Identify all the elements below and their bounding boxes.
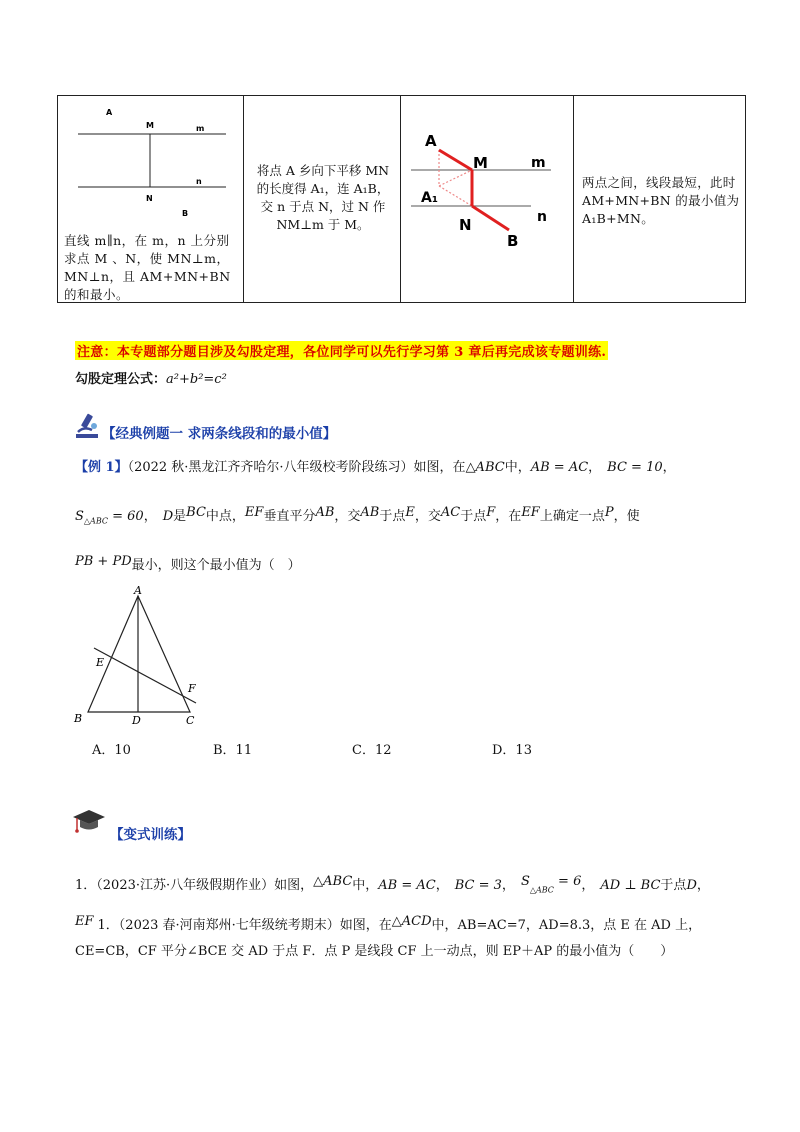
example1-text: ，交 xyxy=(414,509,441,524)
segment-ac: AC xyxy=(440,505,461,520)
example1-line2 xyxy=(75,504,640,531)
microscope-icon xyxy=(72,412,102,440)
line-ef xyxy=(94,648,196,703)
label-a: A xyxy=(106,108,113,117)
conclusion-text: 两点之间，线段最短，此时 AM+MN+BN 的最小值为 A₁B+MN。 xyxy=(582,175,740,226)
area-subscript: △ABC xyxy=(529,885,554,895)
segment-am xyxy=(439,150,472,170)
point-e: E xyxy=(405,505,415,520)
separator: ， xyxy=(435,878,449,893)
parallel-lines-figure xyxy=(58,96,244,226)
triangle-abc: △ABC xyxy=(313,874,353,889)
label-m-point: M xyxy=(146,121,154,130)
dash-a1-n xyxy=(439,186,472,206)
example1-text: 上确定一点 xyxy=(539,509,605,524)
separator: ， xyxy=(662,460,676,475)
label-m-line: m xyxy=(531,155,546,171)
question-text: （2023 春·河南郑州·七年级统考期末）如图，在 xyxy=(118,918,392,933)
separator: ， xyxy=(588,460,602,475)
label-n-line: n xyxy=(537,209,547,225)
example1-text: ， xyxy=(143,509,157,524)
table-cell-conclusion xyxy=(574,96,746,303)
section-title-example: 【经典例题一 求两条线段和的最小值】 xyxy=(102,426,337,442)
area-value: = 60 xyxy=(107,509,144,524)
area-value: = 6 xyxy=(553,874,582,889)
graduation-cap-icon xyxy=(72,806,106,836)
problem-text: 直线 m∥n，在 m，n 上分别求点 M 、N，使 MN⊥m，MN⊥n，且 AM+MN+BN 的和最小。 xyxy=(64,233,231,302)
question-number: 1． xyxy=(97,918,119,933)
option-a[interactable]: A．10 xyxy=(92,743,131,758)
segment-ab: AB xyxy=(315,505,335,520)
area-symbol: S xyxy=(75,509,84,524)
separator: ， xyxy=(501,878,515,893)
question-number: 1． xyxy=(75,878,97,893)
label-n-point: N xyxy=(146,194,153,203)
triangle-figure xyxy=(70,584,210,730)
label-n-line: n xyxy=(196,177,202,186)
example1-line3 xyxy=(75,553,301,575)
triangle-abc: △ABC xyxy=(465,460,505,475)
option-c[interactable]: C．12 xyxy=(352,743,392,758)
label-e: E xyxy=(96,656,105,669)
segment-ef: EF xyxy=(75,914,94,929)
chapter-note: 注意：本专题部分题目涉及勾股定理，各位同学可以先行学习第 3 章后再完成该专题训练. xyxy=(75,341,608,360)
example1-text: 垂直平分 xyxy=(263,509,316,524)
method-table xyxy=(57,95,746,303)
question-text: 于点 xyxy=(660,878,687,893)
table-cell-problem xyxy=(58,96,244,303)
construction-text: 将点 A 乡向下平移 MN 的长度得 A₁，连 A₁B，交 n 于点 N，过 N 作 NM⊥m 于 M。 xyxy=(256,163,390,232)
label-a: A xyxy=(134,584,142,597)
pythagoras-expression: a²+b²=c² xyxy=(166,372,227,387)
label-m-line: m xyxy=(196,124,205,133)
separator: ， xyxy=(696,878,710,893)
segment-ab: AB xyxy=(360,505,380,520)
label-b: B xyxy=(507,232,519,250)
example1-text: 中， xyxy=(504,460,531,475)
question-text: 中，AB=AC=7，AD=8.3，点 E 在 AD 上， xyxy=(431,918,702,933)
point-d: D xyxy=(162,509,174,524)
table-cell-construction xyxy=(244,96,401,303)
point-f: F xyxy=(486,505,496,520)
section-title-practice: 【变式训练】 xyxy=(110,827,191,843)
separator: ， xyxy=(581,878,595,893)
segment-ef: EF xyxy=(244,505,264,520)
example1-text: ，在 xyxy=(495,509,522,524)
question2-line2: CE=CB，CF 平分∠BCE 交 AD 于点 F．点 P 是线段 CF 上一动点，则 EP＋AP 的最小值为（ ） xyxy=(75,944,674,959)
pythagoras-label: 勾股定理公式： xyxy=(75,372,167,387)
eq-bc: BC = 3 xyxy=(454,878,502,893)
example-tag: 【例 1】 xyxy=(75,460,128,475)
example1-text: 中点， xyxy=(205,509,245,524)
expr-pb-pd: PB + PD xyxy=(75,554,132,569)
label-a1: A₁ xyxy=(421,190,438,206)
example1-text: 最小，则这个最小值为（ ） xyxy=(131,558,301,573)
segment-nb xyxy=(472,206,509,230)
label-a: A xyxy=(425,132,437,150)
area-symbol: S xyxy=(520,874,530,889)
example1-line1 xyxy=(75,459,676,477)
point-p: P xyxy=(604,505,614,520)
label-b: B xyxy=(182,209,189,218)
label-b: B xyxy=(74,712,83,725)
label-d: D xyxy=(132,714,141,727)
example1-text: ，使 xyxy=(613,509,640,524)
point-d: D xyxy=(686,878,697,893)
example1-text: 于点 xyxy=(379,509,406,524)
option-d[interactable]: D．13 xyxy=(492,743,532,758)
label-f: F xyxy=(188,682,196,695)
eq-ad-perp-bc: AD ⊥ BC xyxy=(600,878,661,893)
example1-text: 于点 xyxy=(460,509,487,524)
table-cell-figure xyxy=(401,96,574,303)
segment-ef: EF xyxy=(521,505,540,520)
eq-ab-ac: AB = AC xyxy=(530,460,589,475)
question-text: （2023·江苏·八年级假期作业）如图， xyxy=(96,878,314,893)
question-text: 中， xyxy=(352,878,379,893)
eq-ab-ac: AB = AC xyxy=(378,878,436,893)
question1-line xyxy=(75,873,710,900)
segment-bc: BC xyxy=(186,505,206,520)
label-m-point: M xyxy=(473,154,488,172)
eq-bc: BC = 10 xyxy=(607,460,663,475)
triangle-acd: △ACD xyxy=(391,914,432,929)
dash-a1-m xyxy=(439,170,472,186)
area-subscript: △ABC xyxy=(83,516,108,526)
example1-text: 是 xyxy=(173,509,187,524)
question2-line1 xyxy=(75,913,701,935)
translation-figure xyxy=(401,96,574,304)
example1-text: ，交 xyxy=(334,509,361,524)
example1-text: （2022 秋·黑龙江齐齐哈尔·八年级校考阶段练习）如图，在 xyxy=(127,460,466,475)
pythagoras-formula xyxy=(75,368,227,387)
label-c: C xyxy=(186,714,195,727)
label-n-point: N xyxy=(459,216,472,234)
option-b[interactable]: B．11 xyxy=(213,743,253,758)
